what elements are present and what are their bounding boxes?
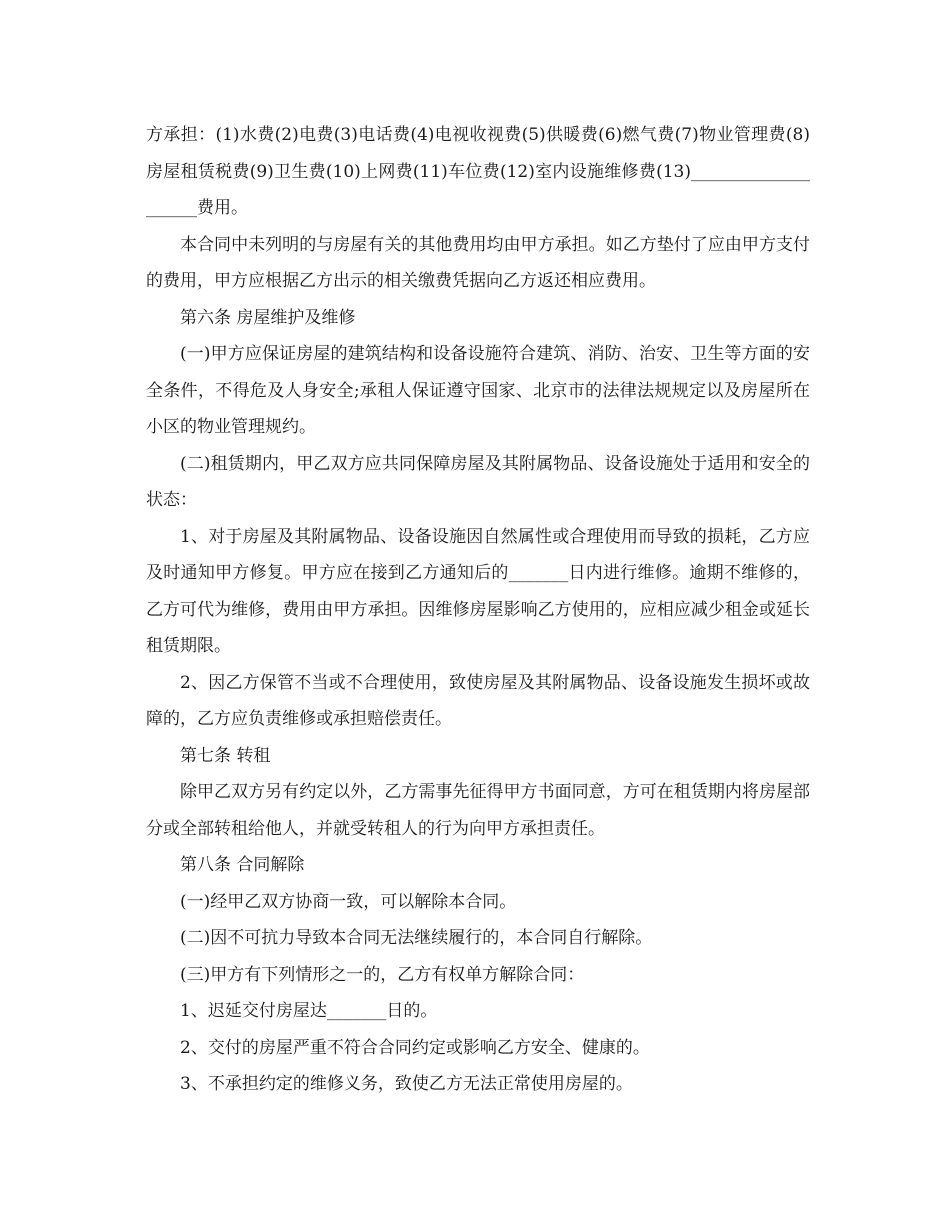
paragraph-article-6-2-item-1: 1、对于房屋及其附属物品、设备设施因自然属性或合理使用而导致的损耗，乙方应及时通知甲方修复。甲方应在接到乙方通知后的_______日内进行维修。逾期不维修的，乙方可代为维修，费用由甲方承担。因维修房屋影响乙方使用的，应相应减少租金或延长租赁期限。 (146, 526, 810, 656)
paragraph-article-8-2: (二)因不可抗力导致本合同无法继续履行的，本合同自行解除。 (180, 928, 653, 948)
paragraph-article-8-3: (三)甲方有下列情形之一的，乙方有权单方解除合同： (180, 964, 585, 985)
paragraph-article-8-1: (一)经甲乙双方协商一致，可以解除本合同。 (180, 891, 517, 912)
paragraph-article-6-2-item-2: 2、因乙方保管不当或不合理使用，致使房屋及其附属物品、设备设施发生损坏或故障的，乙方应负责维修或承担赔偿责任。 (146, 672, 810, 729)
heading-article-6: 第六条 房屋维护及维修 (180, 307, 356, 328)
paragraph-article-8-3-item-1: 1、迟延交付房屋达_______日的。 (180, 1001, 438, 1021)
paragraph-article-8-3-item-3: 3、不承担约定的维修义务，致使乙方无法正常使用房屋的。 (180, 1074, 633, 1094)
heading-article-8: 第八条 合同解除 (180, 855, 305, 875)
paragraph-article-7: 除甲乙双方另有约定以外，乙方需事先征得甲方书面同意，方可在租赁期内将房屋部分或全部转租给他人，并就受转租人的行为向甲方承担责任。 (146, 782, 810, 839)
heading-article-7: 第七条 转租 (180, 745, 271, 766)
paragraph-fees-list: 方承担：(1)水费(2)电费(3)电话费(4)电视收视费(5)供暖费(6)燃气费(7)物业管理费(8)房屋租赁税费(9)卫生费(10)上网费(11)车位费(12)室内设施维修费(13)____________________费用。 (146, 125, 810, 218)
paragraph-article-8-3-item-2: 2、交付的房屋严重不符合合同约定或影响乙方安全、健康的。 (180, 1037, 650, 1058)
paragraph-article-6-1: (一)甲方应保证房屋的建筑结构和设备设施符合建筑、消防、治安、卫生等方面的安全条件，不得危及人身安全;承租人保证遵守国家、北京市的法律法规规定以及房屋所在小区的物业管理规约。 (146, 344, 810, 437)
paragraph-article-6-2: (二)租赁期内，甲乙双方应共同保障房屋及其附属物品、设备设施处于适用和安全的状态： (146, 453, 810, 510)
document-body (146, 117, 810, 1103)
paragraph-other-fees: 本合同中未列明的与房屋有关的其他费用均由甲方承担。如乙方垫付了应由甲方支付的费用，甲方应根据乙方出示的相关缴费凭据向乙方返还相应费用。 (146, 234, 810, 291)
